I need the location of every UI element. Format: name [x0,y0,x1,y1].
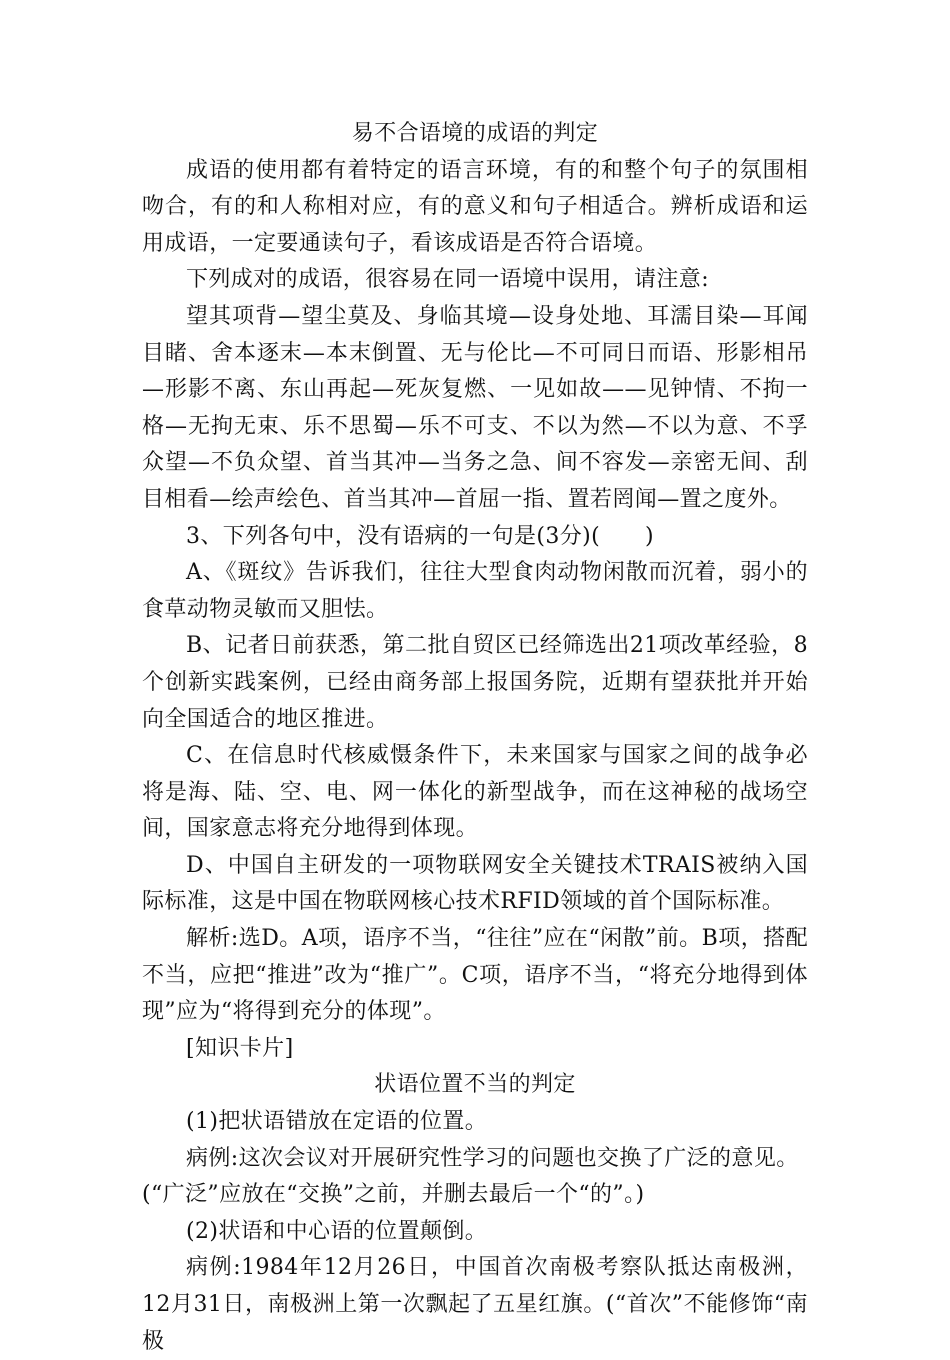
option-c: C、在信息时代核威慑条件下，未来国家与国家之间的战争必将是海、陆、空、电、网一体化的新型战争，而在这神秘的战场空间，国家意志将充分地得到体现。 [142,743,808,842]
example-2: 病例:1984年12月26日，中国首次南极考察队抵达南极洲，12月31日，南极洲上第一次飘起了五星红旗。(“首次”不能修饰“南极 [142,1255,808,1354]
option-a: A、《斑纹》告诉我们，往往大型食肉动物闲散而沉着，弱小的食草动物灵敏而又胆怯。 [142,560,808,622]
option-d: D、中国自主研发的一项物联网安全关键技术TRAIS被纳入国际标准，这是中国在物联网核心技术RFID领域的首个国际标准。 [142,852,808,915]
intro-paragraph: 成语的使用都有着特定的语言环境，有的和整个句子的氛围相吻合，有的和人称相对应，有的意义和句子相适合。辨析成语和运用成语，一定要通读句子，看该成语是否符合语境。 [142,157,808,256]
idiom-pairs-list: 望其项背—望尘莫及、身临其境—设身处地、耳濡目染—耳闻目睹、舍本逐末—本末倒置、无与伦比—不可同日而语、形影相吊—形影不离、东山再起—死灰复燃、一见如故——见钟情、不拘一格—无拘无束、乐不思蜀—乐不可支、不以为然—不以为意、不孚众望—不负众望、首当其冲—当务之急、间不容发—亲密无间、刮目相看—绘声绘色、首当其冲—首屈一指、置若罔闻—置之度外。 [142,303,808,512]
point-2: (2)状语和中心语的位置颠倒。 [186,1218,488,1244]
option-b: B、记者日前获悉，第二批自贸区已经筛选出21项改革经验，8个创新实践案例，已经由商务部上报国务院，近期有望获批并开始向全国适合的地区推进。 [142,633,808,732]
knowledge-card-label: [知识卡片] [186,1035,294,1061]
idiom-pairs-intro: 下列成对的成语，很容易在同一语境中误用，请注意: [186,267,710,293]
section-title-adverbial: 状语位置不当的判定 [374,1072,576,1098]
note-1: (“广泛”应放在“交换”之前，并删去最后一个“的”。) [142,1182,645,1208]
analysis-paragraph: 解析:选D。A项，语序不当，“往往”应在“闲散”前。B项，搭配不当，应把“推进”改为“推广”。C项，语序不当，“将充分地得到体现”应为“将得到充分的体现”。 [142,926,808,1025]
example-1: 病例:这次会议对开展研究性学习的问题也交换了广泛的意见。 [186,1145,799,1171]
point-1: (1)把状语错放在定语的位置。 [186,1109,488,1135]
question-stem: 3、下列各句中，没有语病的一句是(3分)( ) [186,523,654,549]
section-title-idioms: 易不合语境的成语的判定 [351,121,599,146]
